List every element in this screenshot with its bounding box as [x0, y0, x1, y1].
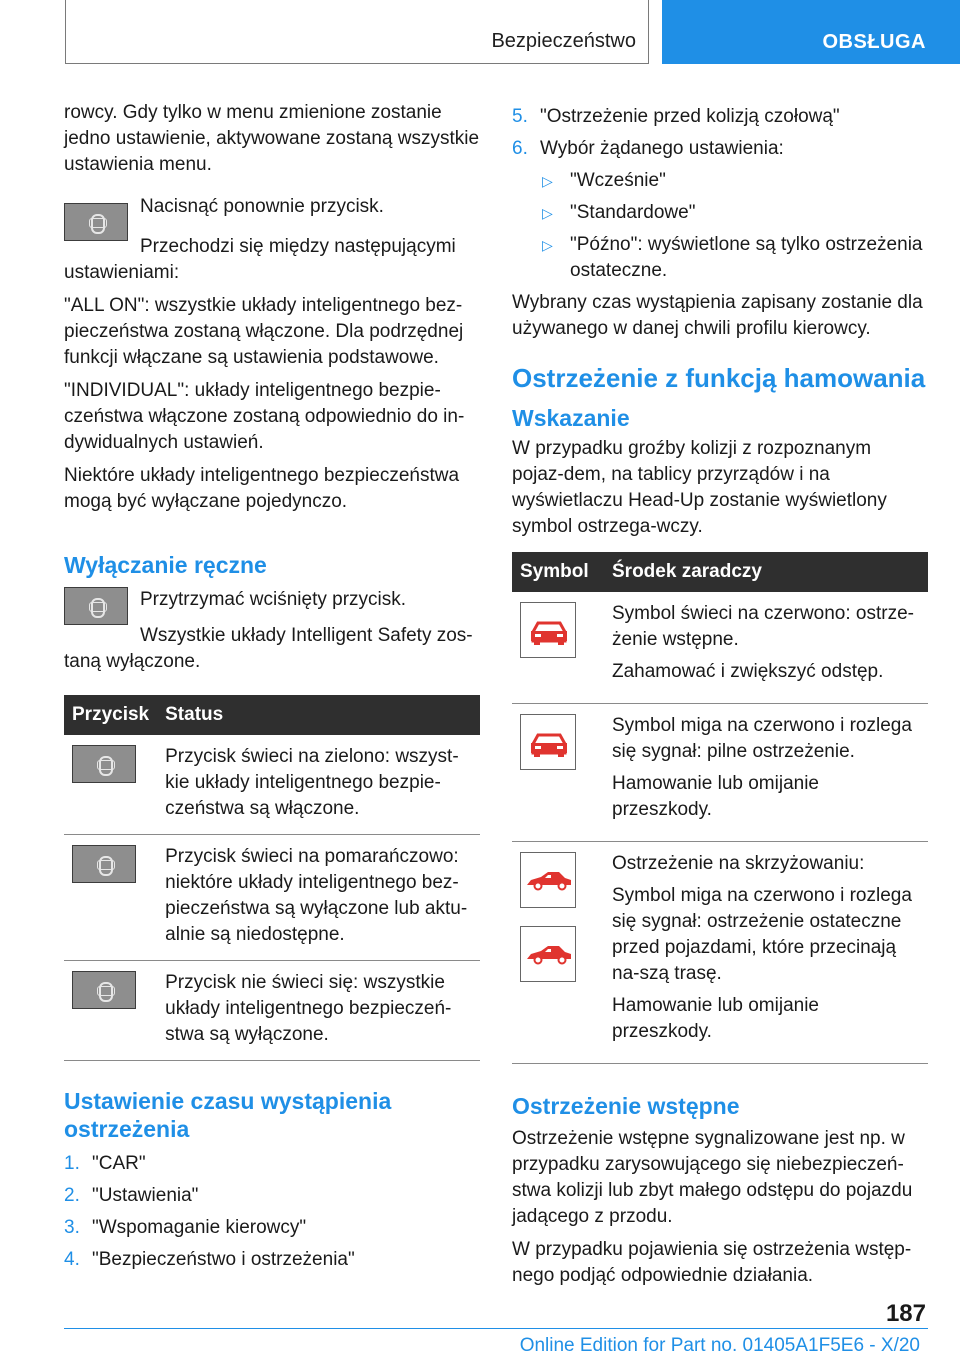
paragraph: Niektóre układy inteligentnego bezpieczeństwa mogą być wyłączane pojedynczo. [64, 465, 460, 512]
car-warning-icon [520, 714, 576, 770]
list-item: 3. "Wspomaganie kierowcy" [64, 1217, 307, 1238]
list-item: 6. Wybór żądanego ustawienia: [512, 138, 784, 159]
list-item: ▷ "Późno": wyświetlone są tylko ostrzeżenia ostateczne. [542, 234, 923, 281]
right-column [512, 100, 928, 1296]
table-cell-text: Symbol miga na czerwono i rozlega się sygnał: pilne ostrzeżenie. [612, 715, 912, 762]
paragraph: rowcy. Gdy tylko w menu zmienione zostanie jedno ustawienie, aktywowane zostaną wszystkie ustawienia menu. [64, 102, 480, 175]
paragraph: W przypadku groźby kolizji z rozpoznanym pojaz-dem, na tablicy przyrządów i na wyświetlaczu Head-Up zostanie wyświetlony symbol ostrzega-wczy. [512, 438, 887, 537]
header-section-label: OBSŁUGA [822, 31, 926, 53]
table-header: Status [157, 695, 480, 735]
list-item: ▷ "Wcześnie" [540, 168, 928, 194]
paragraph: Wybrany czas wystąpienia zapisany zostanie dla używanego w danej chwili profilu kierowcy. [512, 292, 923, 339]
steps-list [64, 1151, 480, 1273]
list-item: 5. "Ostrzeżenie przed kolizją czołową" [512, 106, 840, 127]
list-item: ▷ "Standardowe" [540, 200, 928, 226]
button-instruction [64, 587, 480, 633]
triangle-bullet-icon: ▷ [542, 173, 553, 189]
table-cell-text: Hamowanie lub omijanie przeszkody. [612, 995, 819, 1042]
paragraph: "INDIVIDUAL": układy inteligentnego bezpie-czeństwa włączone zostaną odpowiednio do in-dywidualnych ustawień. [64, 380, 465, 453]
list-item: 4. "Bezpieczeństwo i ostrzeżenia" [64, 1249, 355, 1270]
button-instruction [64, 194, 480, 240]
table-cell-text: Symbol miga na czerwono i rozlega się sygnał: ostrzeżenie ostateczne przed pojazdami, które przecinają na-szą trasę. [612, 885, 912, 984]
header-title: Bezpieczeństwo [491, 30, 636, 52]
button-status-table [64, 695, 480, 1061]
car-side-warning-icon [520, 852, 576, 908]
table-cell-text: Ostrzeżenie na skrzyżowaniu: [612, 853, 865, 874]
left-column [64, 100, 480, 1279]
heading-warning-time: Ustawienie czasu wystąpienia ostrzeżenia [64, 1088, 392, 1142]
safety-button-icon [72, 745, 136, 783]
table-cell: Przycisk nie świeci się: wszystkie układy inteligentnego bezpieczeń-stwa są wyłączone. [157, 961, 480, 1061]
safety-button-icon [72, 971, 136, 1009]
header-section-box [65, 0, 649, 64]
table-cell: Przycisk świeci na pomarańczowo: niektóre układy inteligentnego bez-pieczeństwa są wyłączone lub aktu-alnie są niedostępne. [157, 835, 480, 961]
paragraph: Przytrzymać wciśnięty przycisk. [140, 589, 407, 610]
footer-edition: Online Edition for Part no. 01405A1F5E6 - X/20 [519, 1335, 920, 1356]
paragraph: Nacisnąć ponownie przycisk. [140, 196, 384, 217]
paragraph: W przypadku pojawienia się ostrzeżenia wstęp-nego podjąć odpowiednie działania. [512, 1239, 912, 1286]
table-row [64, 961, 480, 1061]
list-item: 2. "Ustawienia" [64, 1185, 199, 1206]
paragraph: Przechodzi się między następującymi ustawieniami: [64, 236, 456, 283]
table-cell-text: Symbol świeci na czerwono: ostrze-żenie wstępne. [612, 603, 914, 650]
heading-indication: Wskazanie [512, 405, 630, 431]
table-cell-text: Zahamować i zwiększyć odstęp. [612, 661, 884, 682]
table-header: Przycisk [64, 695, 157, 735]
options-list [540, 168, 928, 284]
table-header: Środek zaradczy [604, 552, 928, 592]
footer-divider [64, 1328, 928, 1329]
header-section-tab[interactable] [662, 0, 960, 64]
steps-list [512, 104, 928, 162]
page-number: 187 [885, 1300, 926, 1327]
table-row [64, 835, 480, 961]
paragraph: Wszystkie układy Intelligent Safety zos-taną wyłączone. [64, 625, 473, 672]
heading-manual-off: Wyłączanie ręczne [64, 552, 267, 578]
car-side-warning-icon [520, 926, 576, 982]
safety-button-icon [72, 845, 136, 883]
heading-braking-warning: Ostrzeżenie z funkcją hamowania [512, 363, 926, 393]
table-header: Symbol [512, 552, 604, 592]
triangle-bullet-icon: ▷ [542, 205, 553, 221]
safety-button-icon [64, 203, 128, 241]
paragraph: Ostrzeżenie wstępne sygnalizowane jest np. w przypadku zarysowującego się niebezpieczeń-stwa kolizji lub zbyt małego odstępu do pojazdu jadącego z przodu. [512, 1128, 913, 1227]
table-row [64, 735, 480, 835]
table-cell-text: Hamowanie lub omijanie przeszkody. [612, 773, 819, 820]
paragraph: "ALL ON": wszystkie układy inteligentnego bez-pieczeństwa zostaną włączone. Dla podrzędnej funkcji włączane są ustawienia podstawowe. [64, 295, 464, 368]
symbol-table [512, 552, 928, 1064]
safety-button-icon [64, 587, 128, 625]
triangle-bullet-icon: ▷ [542, 237, 553, 253]
table-row [512, 592, 928, 704]
table-row [512, 842, 928, 1064]
table-row [512, 704, 928, 842]
list-item: 1. "CAR" [64, 1153, 146, 1174]
table-cell: Przycisk świeci na zielono: wszyst-kie układy inteligentnego bezpie-czeństwa są włączone. [157, 735, 480, 835]
heading-pre-warning: Ostrzeżenie wstępne [512, 1093, 740, 1119]
car-warning-icon [520, 602, 576, 658]
